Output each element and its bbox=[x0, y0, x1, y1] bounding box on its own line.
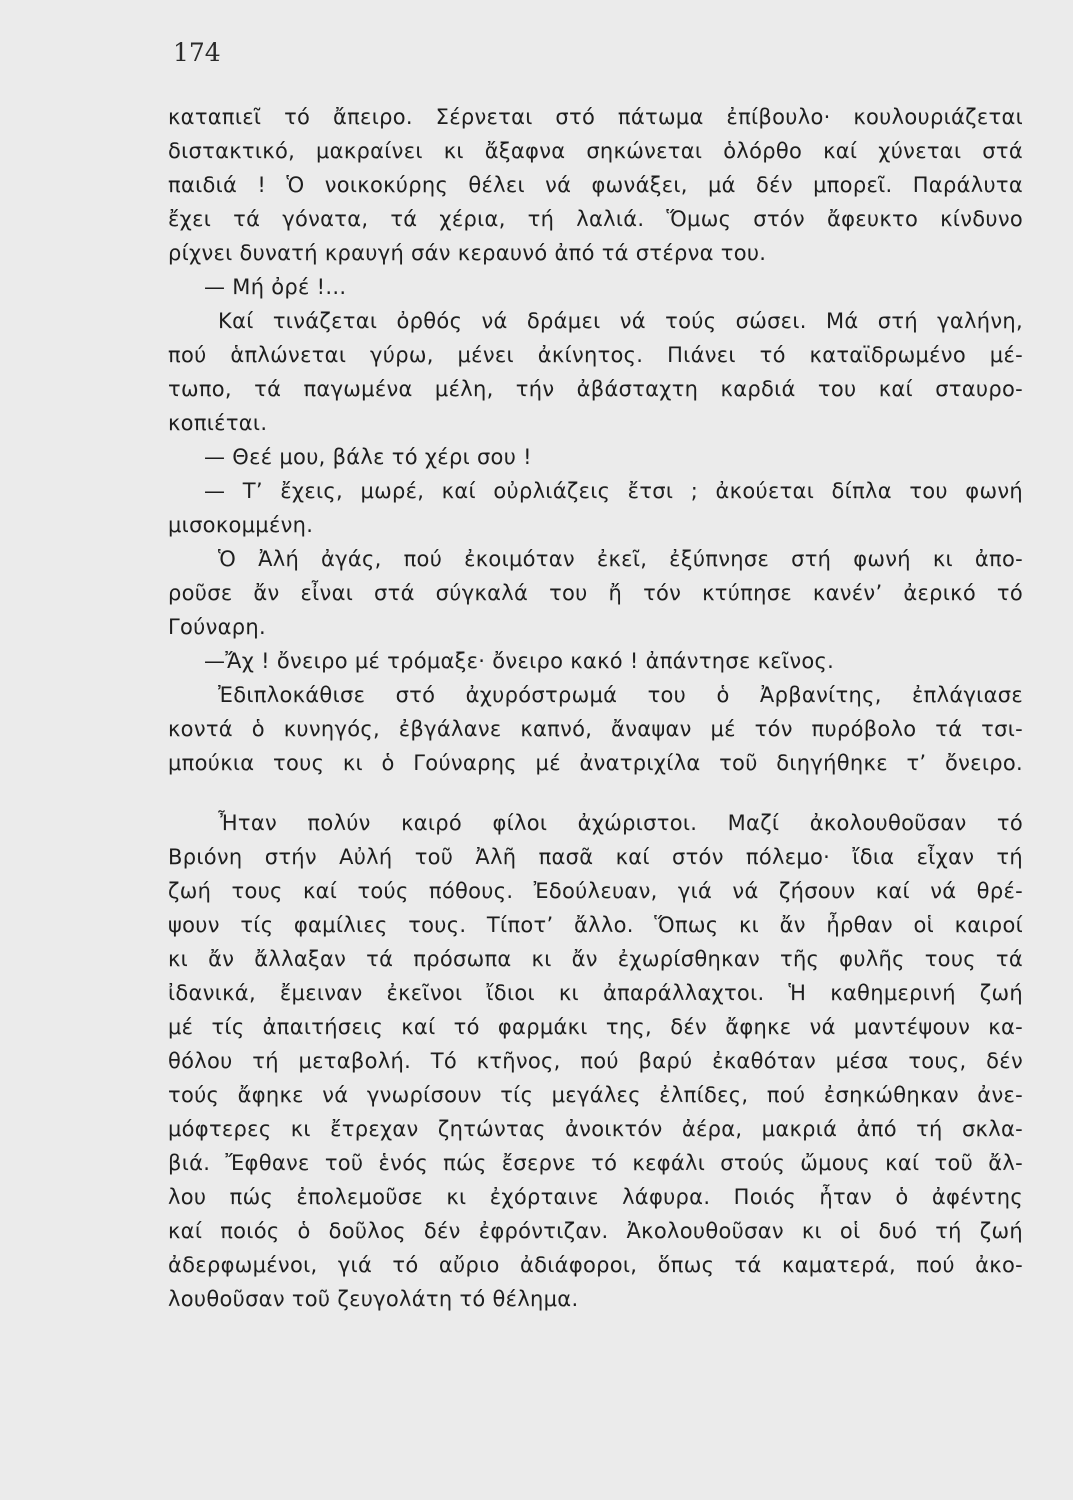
text-line: ρίχνει δυνατή κραυγή σάν κεραυνό ἀπό τά στέρνα του. bbox=[168, 241, 767, 265]
text-line: κι ἄν ἄλλαξαν τά πρόσωπα κι ἄν ἐχωρίσθηκαν τῆς φυλῆς τους τά bbox=[168, 947, 1023, 971]
text-line: Ὁ Ἀλή ἀγάς, πού ἐκοιμόταν ἐκεῖ, ἐξύπνησε στή φωνή κι ἀπο- bbox=[218, 547, 1023, 571]
text-line: ψουν τίς φαμίλιες τους. Τίποτ’ ἄλλο. Ὅπως κι ἄν ἦρθαν οἱ καιροί bbox=[168, 913, 1023, 937]
text-line: Βριόνη στήν Αὐλή τοῦ Ἀλῆ πασᾶ καί στόν πόλεμο· ἴδια εἶχαν τή bbox=[168, 845, 1023, 869]
text-line: παιδιά ! Ὁ νοικοκύρης θέλει νά φωνάξει, μά δέν μπορεῖ. Παράλυτα bbox=[168, 173, 1023, 197]
paragraph bbox=[168, 100, 1023, 270]
text-line: ροῦσε ἄν εἶναι στά σύγκαλά του ἤ τόν κτύπησε κανέν’ ἀερικό τό bbox=[168, 581, 1023, 605]
dialogue-line bbox=[168, 474, 1023, 542]
page-number: 174 bbox=[173, 38, 221, 67]
text-line: ἰδανικά, ἔμειναν ἐκεῖνοι ἴδιοι κι ἀπαράλλαχτοι. Ἡ καθημερινή ζωή bbox=[168, 981, 1023, 1005]
dialogue-line bbox=[168, 440, 1023, 474]
text-line: κοπιέται. bbox=[168, 411, 268, 435]
text-line: λου πώς ἐπολεμοῦσε κι ἐχόρταινε λάφυρα. Ποιός ἦταν ὁ ἀφέντης bbox=[168, 1185, 1023, 1209]
text-line: καταπιεῖ τό ἄπειρο. Σέρνεται στό πάτωμα ἐπίβουλο· κουλουριάζεται bbox=[168, 105, 1023, 129]
text-line: — Τ’ ἔχεις, μωρέ, καί οὐρλιάζεις ἔτσι ; ἀκούεται δίπλα του φωνή bbox=[204, 479, 1023, 503]
text-line: μισοκομμένη. bbox=[168, 513, 314, 537]
dialogue-line bbox=[168, 270, 1023, 304]
text-line: θόλου τή μεταβολή. Τό κτῆνος, πού βαρύ ἐκαθόταν μέσα τους, δέν bbox=[168, 1049, 1023, 1073]
text-line: ἔχει τά γόνατα, τά χέρια, τή λαλιά. Ὅμως στόν ἄφευκτο κίνδυνο bbox=[168, 207, 1023, 231]
text-line: Γούναρη. bbox=[168, 615, 266, 639]
text-line: διστακτικό, μακραίνει κι ἄξαφνα σηκώνεται ὁλόρθο καί χύνεται στά bbox=[168, 139, 1023, 163]
text-line: βιά. Ἔφθανε τοῦ ἑνός πώς ἔσερνε τό κεφάλι στούς ὤμους καί τοῦ ἄλ- bbox=[168, 1151, 1023, 1175]
text-line: ἀδερφωμένοι, γιά τό αὔριο ἀδιάφοροι, ὅπως τά καματερά, πού ἀκο- bbox=[168, 1253, 1023, 1277]
text-line: λουθοῦσαν τοῦ ζευγολάτη τό θέλημα. bbox=[168, 1287, 579, 1311]
text-line: — Θεέ μου, βάλε τό χέρι σου ! bbox=[204, 445, 532, 469]
dialogue-line bbox=[168, 644, 1023, 678]
text-line: πού ἁπλώνεται γύρω, μένει ἀκίνητος. Πιάνει τό καταϊδρωμένο μέ- bbox=[168, 343, 1023, 367]
text-line: Ἐδιπλοκάθισε στό ἀχυρόστρωμά του ὁ Ἀρβανίτης, ἐπλάγιασε bbox=[218, 683, 1023, 707]
paragraph bbox=[168, 678, 1023, 780]
text-line: Ἦταν πολύν καιρό φίλοι ἀχώριστοι. Μαζί ἀκολουθοῦσαν τό bbox=[218, 811, 1023, 835]
text-line: μόφτερες κι ἔτρεχαν ζητώντας ἀνοικτόν ἀέρα, μακριά ἀπό τή σκλα- bbox=[168, 1117, 1023, 1141]
text-line: —Ἄχ ! ὄνειρο μέ τρόμαξε· ὄνειρο κακό ! ἀπάντησε κεῖνος. bbox=[204, 649, 835, 673]
text-line: καί ποιός ὁ δοῦλος δέν ἐφρόντιζαν. Ἀκολουθοῦσαν κι οἱ δυό τή ζωή bbox=[168, 1219, 1023, 1243]
body-text bbox=[168, 100, 1023, 1316]
text-line: τούς ἄφηκε νά γνωρίσουν τίς μεγάλες ἐλπίδες, πού ἐσηκώθηκαν ἀνε- bbox=[168, 1083, 1023, 1107]
paragraph bbox=[168, 542, 1023, 644]
text-line: — Μή ὀρέ !... bbox=[204, 275, 347, 299]
text-line: μέ τίς ἀπαιτήσεις καί τό φαρμάκι της, δέν ἄφηκε νά μαντέψουν κα- bbox=[168, 1015, 1023, 1039]
text-line: κοντά ὁ κυνηγός, ἐβγάλανε καπνό, ἄναψαν μέ τόν πυρόβολο τά τσι- bbox=[168, 717, 1023, 741]
text-line: Καί τινάζεται ὀρθός νά δράμει νά τούς σώσει. Μά στή γαλήνη, bbox=[218, 309, 1023, 333]
paragraph bbox=[168, 304, 1023, 440]
paragraph bbox=[168, 806, 1023, 1316]
text-line: ζωή τους καί τούς πόθους. Ἐδούλευαν, γιά νά ζήσουν καί νά θρέ- bbox=[168, 879, 1023, 903]
text-line: μπούκια τους κι ὁ Γούναρης μέ ἀνατριχίλα τοῦ διηγήθηκε τ’ ὄνειρο. bbox=[168, 751, 1023, 775]
text-line: τωπο, τά παγωμένα μέλη, τήν ἀβάσταχτη καρδιά του καί σταυρο- bbox=[168, 377, 1023, 401]
section-gap bbox=[168, 780, 1023, 806]
